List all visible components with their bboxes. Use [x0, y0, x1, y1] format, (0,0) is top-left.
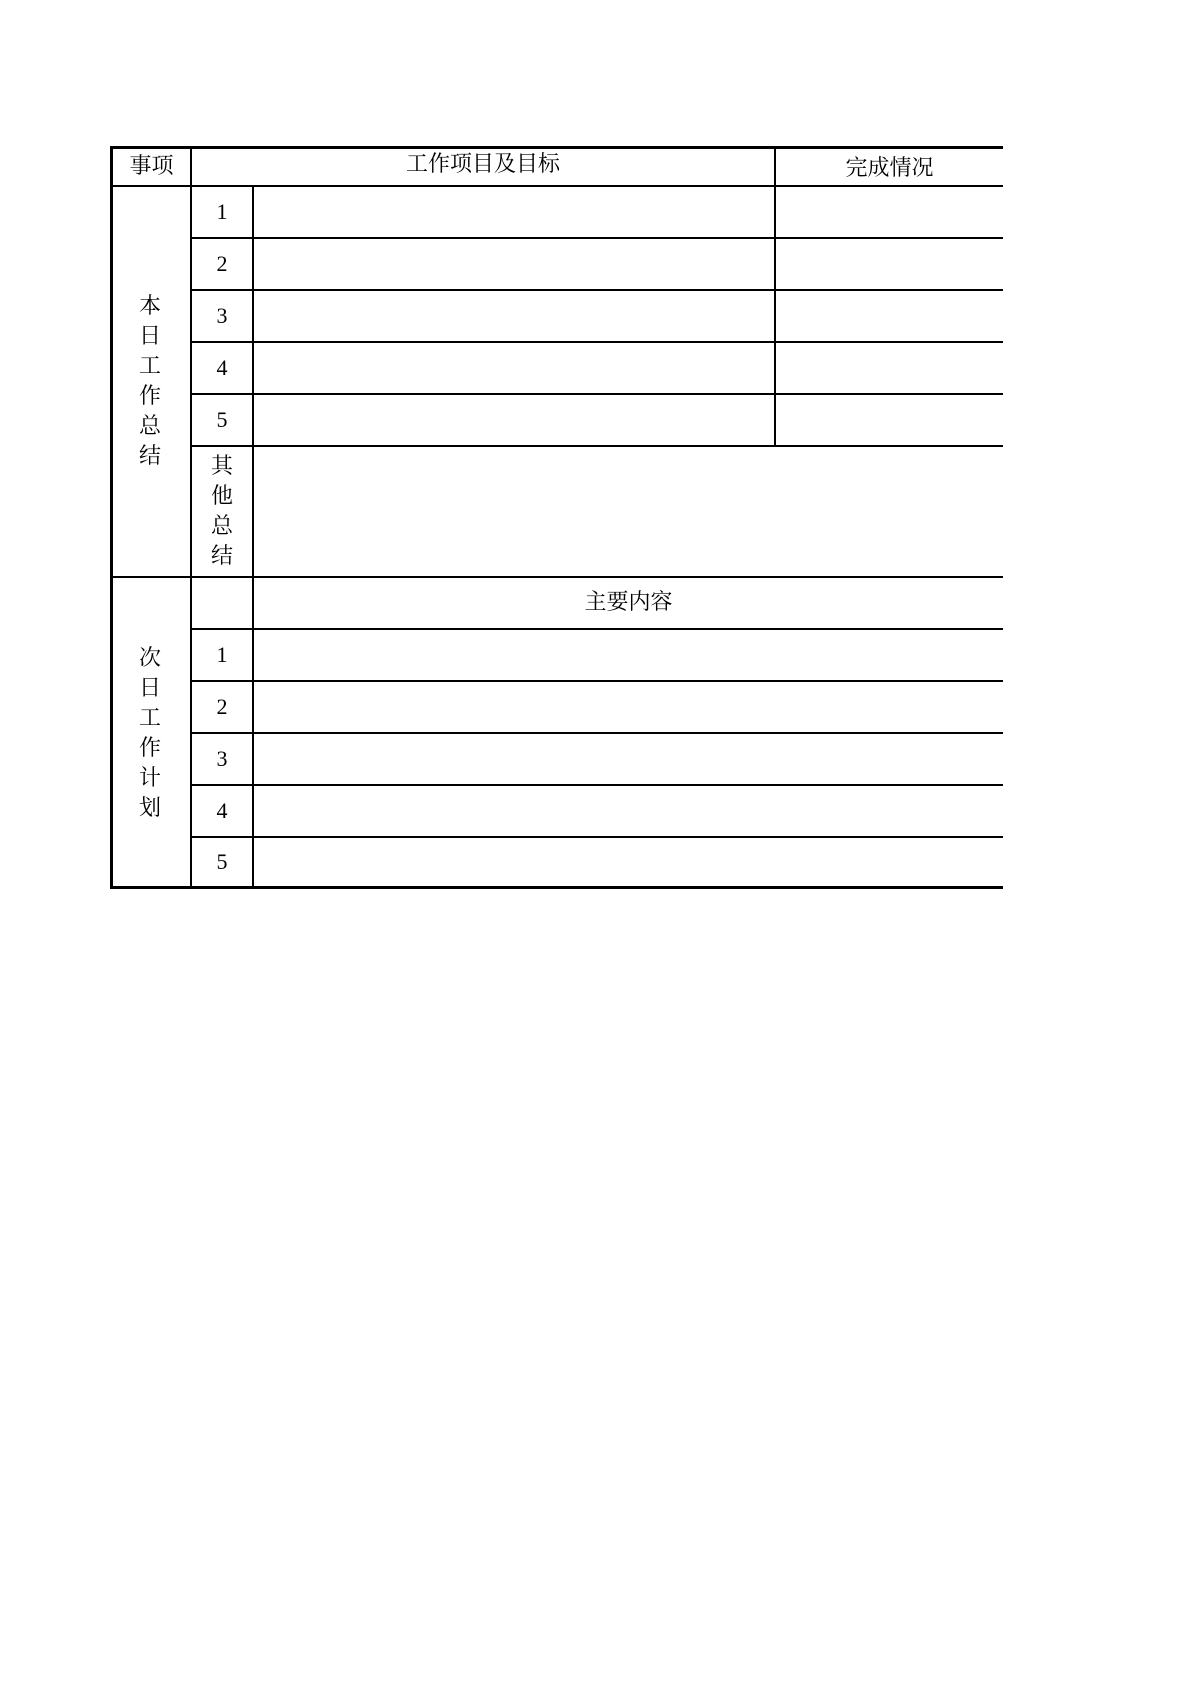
other-summary-label	[208, 452, 236, 572]
today-completion-input[interactable]	[776, 239, 1003, 289]
header-completion-cell: 完成情况	[845, 156, 934, 181]
today-goal-input[interactable]	[254, 343, 774, 393]
header-item-cell: 事项	[129, 154, 174, 179]
tomorrow-header-blank-cell	[192, 578, 252, 628]
header-project-goal-cell: 工作项目及目标	[405, 152, 560, 177]
today-completion-input[interactable]	[776, 343, 1003, 393]
tomorrow-plan-label	[136, 644, 164, 824]
tomorrow-row-number: 3	[216, 746, 228, 771]
other-summary-input[interactable]	[254, 447, 1003, 576]
today-label-text: 本日工作总结	[139, 294, 162, 469]
tomorrow-plan-input[interactable]	[254, 682, 1003, 732]
today-completion-input[interactable]	[776, 395, 1003, 445]
tomorrow-row-number: 4	[216, 798, 228, 823]
tomorrow-plan-input[interactable]	[254, 786, 1003, 836]
tomorrow-plan-input[interactable]	[254, 630, 1003, 680]
today-row-number: 1	[216, 199, 228, 224]
tomorrow-row-number: 5	[216, 849, 228, 874]
today-goal-input[interactable]	[254, 395, 774, 445]
work-summary-form	[110, 146, 1003, 889]
tomorrow-plan-input[interactable]	[254, 734, 1003, 784]
tomorrow-label-text: 次日工作计划	[139, 646, 162, 821]
today-goal-input[interactable]	[254, 291, 774, 341]
today-goal-input[interactable]	[254, 187, 774, 237]
today-completion-input[interactable]	[776, 187, 1003, 237]
today-completion-input[interactable]	[776, 291, 1003, 341]
tomorrow-row-number: 2	[216, 694, 228, 719]
other-label-text: 其他总结	[211, 454, 234, 569]
today-row-number: 4	[216, 355, 228, 380]
tomorrow-row-number: 1	[216, 642, 228, 667]
tomorrow-content-header: 主要内容	[584, 590, 673, 615]
today-row-number: 3	[216, 303, 228, 328]
tomorrow-plan-input[interactable]	[254, 838, 1003, 886]
today-goal-input[interactable]	[254, 239, 774, 289]
frame-left-border	[110, 146, 113, 889]
frame-bottom-border	[110, 886, 1003, 889]
today-row-number: 2	[216, 251, 228, 276]
today-summary-label	[136, 292, 164, 472]
today-row-number: 5	[216, 407, 228, 432]
